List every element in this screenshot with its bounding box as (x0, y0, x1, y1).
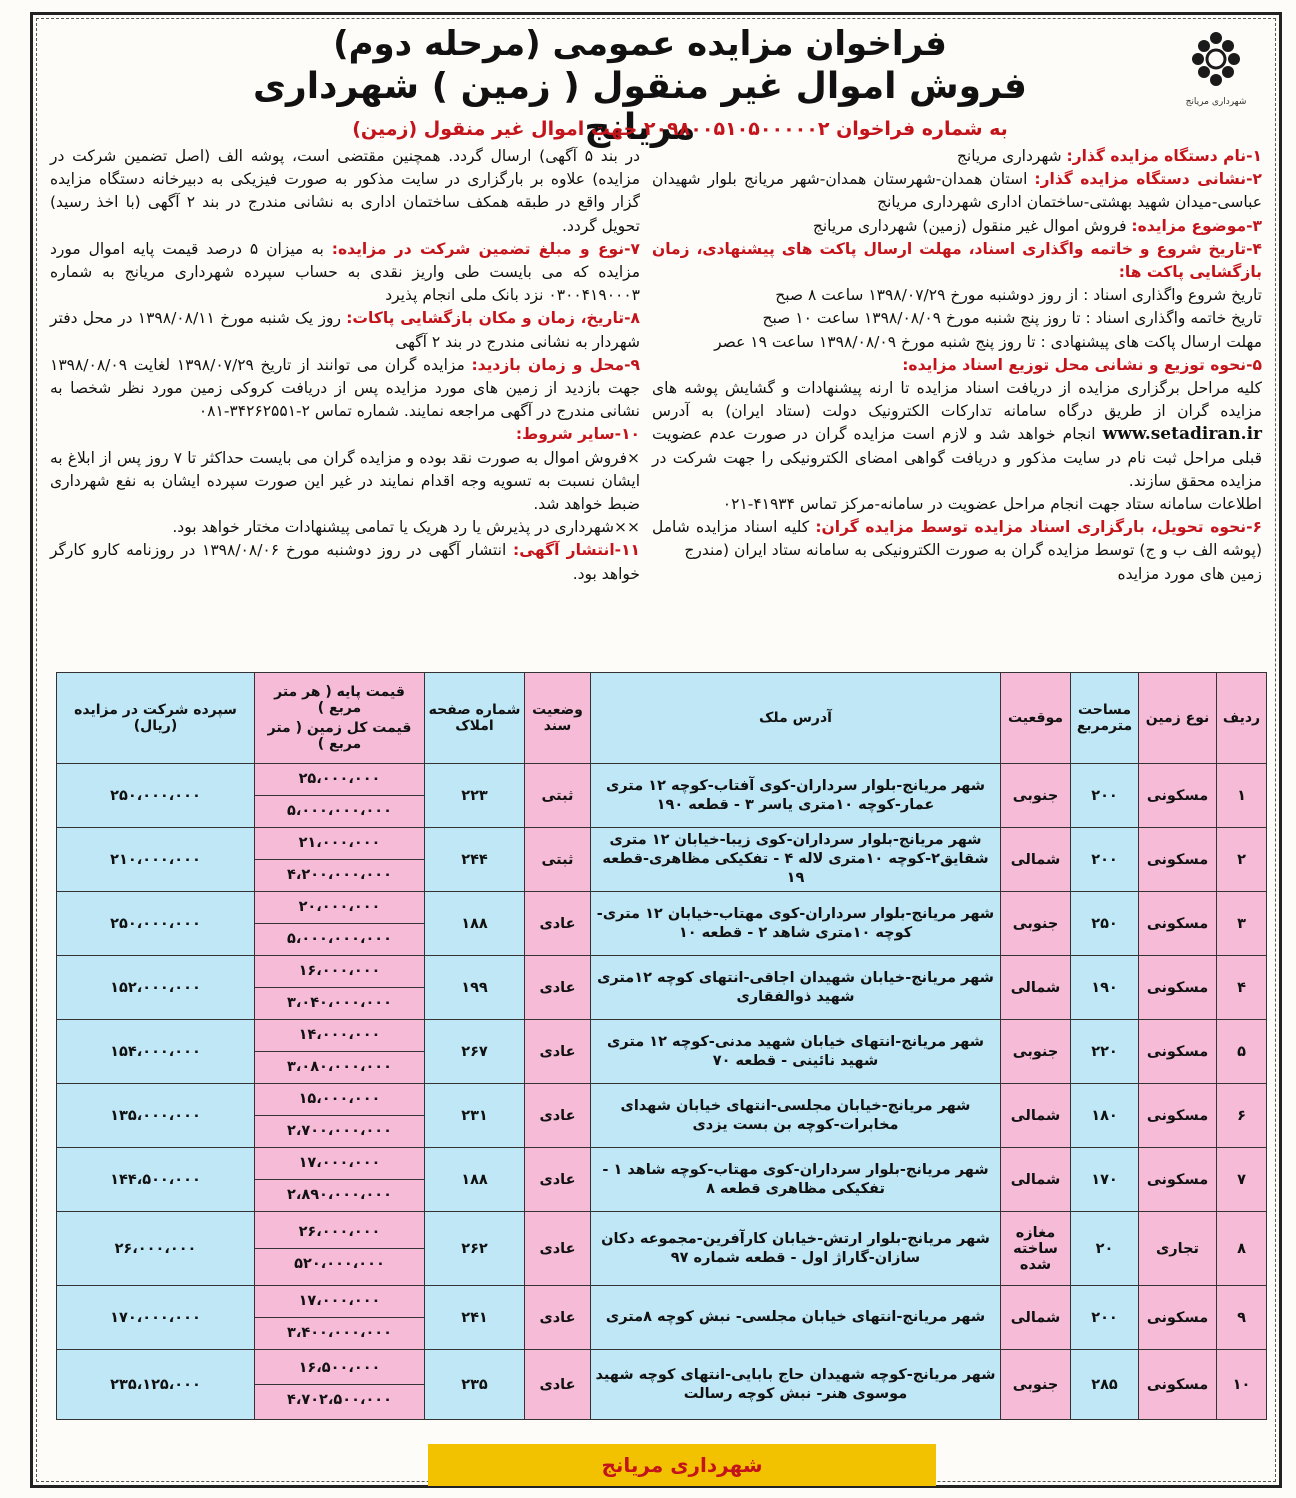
setadiran-link[interactable]: www.setadiran.ir (1102, 424, 1262, 445)
cell-position: جنوبی (1001, 1350, 1071, 1420)
cell-price (255, 1020, 425, 1084)
cell-price (255, 1350, 425, 1420)
table-row (57, 828, 1267, 892)
cell-row-number: ۳ (1217, 892, 1267, 956)
cell-position: جنوبی (1001, 892, 1071, 956)
cell-address: شهر مریانج-بلوار سرداران-کوی مهتاب-کوچه شاهد ۱ - تفکیکی مظاهری قطعه ۸ (591, 1148, 1001, 1212)
cell-land-type: مسکونی (1139, 1084, 1217, 1148)
cell-document: عادی (525, 1020, 591, 1084)
section-2: ۲-نشانی دستگاه مزایده گذار: استان همدان-شهرستان همدان-شهر مریانج بلوار شهیدان عباسی-میدان شهید بهشتی-ساختمان اداری شهرداری مریانج (652, 170, 1263, 212)
municipality-logo (1176, 28, 1256, 118)
cell-area: ۲۰۰ (1071, 828, 1139, 892)
header-position: موقعیت (1001, 673, 1071, 764)
table-row (57, 1020, 1267, 1084)
cell-deposit: ۲۱۰،۰۰۰،۰۰۰ (57, 828, 255, 892)
total-price: ۳،۰۴۰،۰۰۰،۰۰۰ (286, 995, 393, 1011)
cell-area: ۲۰۰ (1071, 764, 1139, 828)
unit-price: ۱۶،۵۰۰،۰۰۰ (255, 1353, 424, 1385)
cell-address: شهر مریانج-بلوار سرداران-کوی آفتاب-کوچه ۱۲ متری عمار-کوچه ۱۰متری یاسر ۳ - قطعه ۱۹۰ (591, 764, 1001, 828)
section-3: ۳-موضوع مزایده: فروش اموال غیر منقول (زمین) شهرداری مریانج (812, 216, 1262, 235)
cell-position: شمالی (1001, 956, 1071, 1020)
cell-page: ۲۳۱ (425, 1084, 525, 1148)
cell-land-type: مسکونی (1139, 1286, 1217, 1350)
section-10-item-1: ×فروش اموال به صورت نقد بوده و مزایده گران می بایست حداکثر تا ۷ روز پس از ابلاغ به ایشان نسبت به تسویه وجه اقدام نمایند در غیر این صورت سپرده ایشان به نفع شهرداری ضبط خواهد شد. (50, 448, 640, 514)
cell-deposit: ۲۳۵،۱۲۵،۰۰۰ (57, 1350, 255, 1420)
cell-land-type: مسکونی (1139, 1020, 1217, 1084)
unit-price: ۱۷،۰۰۰،۰۰۰ (255, 1286, 424, 1318)
cell-document: ثبتی (525, 764, 591, 828)
cell-address: شهر مریانج-انتهای خیابان مجلسی- نبش کوچه ۸متری (591, 1286, 1001, 1350)
cell-page: ۱۸۸ (425, 892, 525, 956)
footer-banner: شهرداری مریانج (428, 1444, 936, 1486)
cell-deposit: ۱۵۴،۰۰۰،۰۰۰ (57, 1020, 255, 1084)
header-price: قیمت پایه ( هر متر مربع ) قیمت کل زمین ( متر مربع ) (255, 673, 425, 764)
header-area: مساحت مترمربع (1071, 673, 1139, 764)
cell-page: ۱۸۸ (425, 1148, 525, 1212)
total-price: ۴،۷۰۲،۵۰۰،۰۰۰ (286, 1392, 393, 1408)
total-price: ۴،۲۰۰،۰۰۰،۰۰۰ (286, 867, 393, 883)
header-page: شماره صفحه املاک (425, 673, 525, 764)
cell-deposit: ۱۵۲،۰۰۰،۰۰۰ (57, 956, 255, 1020)
ad-title: فراخوان مزایده عمومی (مرحله دوم) (333, 24, 947, 64)
unit-price: ۱۴،۰۰۰،۰۰۰ (255, 1020, 424, 1052)
logo-text: شهرداری مریانج (1185, 97, 1247, 107)
cell-position: جنوبی (1001, 764, 1071, 828)
cell-area: ۲۰۰ (1071, 1286, 1139, 1350)
cell-document: عادی (525, 1212, 591, 1286)
total-price: ۵،۰۰۰،۰۰۰،۰۰۰ (286, 931, 393, 947)
cell-row-number: ۸ (1217, 1212, 1267, 1286)
cell-row-number: ۹ (1217, 1286, 1267, 1350)
section-8: ۸-تاریخ، زمان و مکان بازگشایی پاکات: روز یک شنبه مورخ ۱۳۹۸/۰۸/۱۱ در محل دفتر شهردار به نشانی مندرج در بند ۲ آگهی (50, 309, 640, 351)
table-row (57, 1148, 1267, 1212)
cell-land-type: تجاری (1139, 1212, 1217, 1286)
table-row (57, 1350, 1267, 1420)
cell-address: شهر مریانج-خیابان مجلسی-انتهای خیابان شهدای مخابرات-کوچه بن بست یزدی (591, 1084, 1001, 1148)
header-land-type: نوع زمین (1139, 673, 1217, 764)
cell-document: عادی (525, 1350, 591, 1420)
cell-page: ۲۶۲ (425, 1212, 525, 1286)
section-6: ۶-نحوه تحویل، بارگزاری اسناد مزایده توسط مزایده گران: کلیه اسناد مزایده شامل (پوشه الف ب و ج) توسط مزایده گران به صورت الکترونیکی به سامانه ستاد ایران (مندرج (652, 518, 1262, 560)
left-column (50, 145, 640, 586)
land-table (56, 672, 1267, 1420)
cell-area: ۱۷۰ (1071, 1148, 1139, 1212)
cell-document: عادی (525, 1148, 591, 1212)
cell-deposit: ۱۷۰،۰۰۰،۰۰۰ (57, 1286, 255, 1350)
cell-price (255, 764, 425, 828)
header-address: آدرس ملک (591, 673, 1001, 764)
unit-price: ۲۱،۰۰۰،۰۰۰ (255, 828, 424, 860)
cell-row-number: ۱۰ (1217, 1350, 1267, 1420)
total-price: ۵۲۰،۰۰۰،۰۰۰ (294, 1256, 385, 1272)
table-row (57, 1286, 1267, 1350)
cell-row-number: ۷ (1217, 1148, 1267, 1212)
cell-row-number: ۶ (1217, 1084, 1267, 1148)
table-caption: زمین های مورد مزایده (1117, 564, 1262, 583)
total-price: ۵،۰۰۰،۰۰۰،۰۰۰ (286, 803, 393, 819)
right-column (652, 145, 1262, 586)
cell-land-type: مسکونی (1139, 956, 1217, 1020)
header-deposit: سپرده شرکت در مزایده (ریال) (57, 673, 255, 764)
cell-document: عادی (525, 1084, 591, 1148)
cell-price (255, 1286, 425, 1350)
cell-document: عادی (525, 1286, 591, 1350)
cell-position: شمالی (1001, 828, 1071, 892)
cell-document: عادی (525, 956, 591, 1020)
cell-position: شمالی (1001, 1084, 1071, 1148)
cell-deposit: ۲۵۰،۰۰۰،۰۰۰ (57, 892, 255, 956)
cell-area: ۲۸۵ (1071, 1350, 1139, 1420)
cell-page: ۱۹۹ (425, 956, 525, 1020)
logo-emblem-icon (1184, 28, 1248, 92)
total-price: ۲،۷۰۰،۰۰۰،۰۰۰ (286, 1123, 393, 1139)
cell-price (255, 1212, 425, 1286)
unit-price: ۲۶،۰۰۰،۰۰۰ (255, 1217, 424, 1249)
section-4: ۴-تاریخ شروع و خاتمه واگذاری اسناد، مهلت ارسال پاکت های پیشنهادی، زمان بازگشایی پاکت ها: (652, 239, 1262, 282)
cell-area: ۲۲۰ (1071, 1020, 1139, 1084)
cell-page: ۲۳۵ (425, 1350, 525, 1420)
total-price: ۳،۰۸۰،۰۰۰،۰۰۰ (286, 1059, 393, 1075)
section-10: ۱۰-سایر شروط: (515, 425, 640, 444)
cell-page: ۲۴۱ (425, 1286, 525, 1350)
section-1: ۱-نام دستگاه مزایده گذار: شهرداری مریانج (956, 147, 1262, 165)
cell-deposit: ۲۶،۰۰۰،۰۰۰ (57, 1212, 255, 1286)
cell-land-type: مسکونی (1139, 892, 1217, 956)
cell-price (255, 828, 425, 892)
cell-deposit: ۱۳۵،۰۰۰،۰۰۰ (57, 1084, 255, 1148)
cell-row-number: ۲ (1217, 828, 1267, 892)
cell-area: ۲۰ (1071, 1212, 1139, 1286)
cell-price (255, 1084, 425, 1148)
section-5-text: کلیه مراحل برگزاری مزایده از دریافت اسناد مزایده تا ارنه پیشنهادات و گشایش پوشه های مزایده گران از طریق درگاه سامانه تدارکات الکترونیک دولت (ستاد ایران) به آدرس www.setadiran.ir انجام خواهد شد و لازم است مزایده گران در صورت عدم عضویت قبلی مراحل ثبت نام در سایت مذکور و دریافت گواهی امضای الکترونیکی را جهت شرکت در مزایده محقق سازند. (652, 379, 1262, 490)
section-4-line-2: تاریخ خاتمه واگذاری اسناد : تا روز پنج شنبه مورخ ۱۳۹۸/۰۸/۰۹ ساعت ۱۰ صبح (762, 309, 1262, 328)
unit-price: ۲۵،۰۰۰،۰۰۰ (255, 764, 424, 796)
cell-document: ثبتی (525, 828, 591, 892)
cell-deposit: ۲۵۰،۰۰۰،۰۰۰ (57, 764, 255, 828)
table-row (57, 1084, 1267, 1148)
cell-deposit: ۱۴۴،۵۰۰،۰۰۰ (57, 1148, 255, 1212)
section-9: ۹-محل و زمان بازدید: مزایده گران می توانند از تاریخ ۱۳۹۸/۰۷/۲۹ لغایت ۱۳۹۸/۰۸/۰۹ جهت بازدید از زمین های مورد مزایده پس از دریافت کروکی زمین مورد نظر شخصا به نشانی مندرج در آگهی مراجعه نمایند. شماره تماس ۲-۳۴۲۶۲۵۵۱-۰۸۱ (50, 355, 641, 421)
cell-land-type: مسکونی (1139, 1148, 1217, 1212)
cell-position: شمالی (1001, 1286, 1071, 1350)
unit-price: ۱۵،۰۰۰،۰۰۰ (255, 1084, 424, 1116)
cell-area: ۲۵۰ (1071, 892, 1139, 956)
cell-price (255, 956, 425, 1020)
cell-page: ۲۶۷ (425, 1020, 525, 1084)
cell-row-number: ۴ (1217, 956, 1267, 1020)
ad-title-secondary: فروش اموال غیر منقول ( زمین ) شهرداری مریانج (252, 66, 1028, 148)
section-4-line-3: مهلت ارسال پاکت های پیشنهادی : تا روز پنج شنبه مورخ ۱۳۹۸/۰۸/۰۹ ساعت ۱۹ عصر (714, 332, 1262, 351)
cell-page: ۲۴۴ (425, 828, 525, 892)
cell-position: جنوبی (1001, 1020, 1071, 1084)
total-price: ۳،۴۰۰،۰۰۰،۰۰۰ (286, 1325, 393, 1341)
cell-row-number: ۵ (1217, 1020, 1267, 1084)
section-10-item-2: ××شهرداری در پذیرش یا رد هریک یا تمامی پیشنهادات مختار خواهد بود. (172, 518, 640, 537)
cell-document: عادی (525, 892, 591, 956)
cell-page: ۲۲۳ (425, 764, 525, 828)
unit-price: ۲۰،۰۰۰،۰۰۰ (255, 892, 424, 924)
section-5: ۵-نحوه توزیع و نشانی محل توزیع اسناد مزایده: (902, 355, 1262, 374)
section-7: ۷-نوع و مبلغ تضمین شرکت در مزایده: به میزان ۵ درصد قیمت پایه اموال مورد مزایده که می بایست طی واریز نقدی به حساب سپرده شهرداری مریانج به شماره ۰۳۰۰۴۱۹۰۰۰۳ نزد بانک ملی انجام پذیرد (50, 239, 641, 305)
cell-position: مغازه ساخته شده (1001, 1212, 1071, 1286)
section-5-contact: اطلاعات سامانه ستاد جهت انجام مراحل عضویت در سامانه-مرکز تماس ۴۱۹۳۴-۰۲۱ (722, 495, 1262, 514)
section-4-line-1: تاریخ شروع واگذاری اسناد : از روز دوشنبه مورخ ۱۳۹۸/۰۷/۲۹ ساعت ۸ صبح (775, 286, 1262, 305)
cell-area: ۱۸۰ (1071, 1084, 1139, 1148)
cell-land-type: مسکونی (1139, 1350, 1217, 1420)
cell-land-type: مسکونی (1139, 764, 1217, 828)
cell-address: شهر مریانج-کوچه شهیدان حاج بابایی-انتهای کوچه شهید موسوی هنر- نبش کوچه رسالت (591, 1350, 1001, 1420)
cell-price (255, 892, 425, 956)
cell-position: شمالی (1001, 1148, 1071, 1212)
header-row-number: ردیف (1217, 673, 1267, 764)
table-row (57, 764, 1267, 828)
cell-price (255, 1148, 425, 1212)
unit-price: ۱۷،۰۰۰،۰۰۰ (255, 1148, 424, 1180)
header-document: وضعیت سند (525, 673, 591, 764)
section-6-continued: در بند ۵ آگهی) ارسال گردد. همچنین مقتضی است، پوشه الف (اصل تضمین شرکت در مزایده) علاوه بر بارگزاری در سایت مذکور به صورت فیزیکی به دبیرخانه دستگاه مزایده گزار واقع در طبقه همکف ساختمان اداری به نشانی مندرج در بند ۲ آگهی (با اخذ رسید) تحویل گردد. (50, 147, 640, 235)
table-row (57, 1212, 1267, 1286)
table-row (57, 892, 1267, 956)
table-row (57, 956, 1267, 1020)
total-price: ۲،۸۹۰،۰۰۰،۰۰۰ (286, 1187, 393, 1203)
cell-area: ۱۹۰ (1071, 956, 1139, 1020)
cell-address: شهر مریانج-بلوار سرداران-کوی مهتاب-خیابان ۱۲ متری-کوچه ۱۰متری شاهد ۲ - قطعه ۱۰ (591, 892, 1001, 956)
cell-row-number: ۱ (1217, 764, 1267, 828)
cell-address: شهر مریانج-بلوار ارتش-خیابان کارآفرین-مجموعه دکان سازان-گاراژ اول - قطعه شماره ۹۷ (591, 1212, 1001, 1286)
cell-address: شهر مریانج-انتهای خیابان شهید مدنی-کوچه ۱۲ متری شهید نائینی - قطعه ۷۰ (591, 1020, 1001, 1084)
cell-land-type: مسکونی (1139, 828, 1217, 892)
cell-address: شهر مریانج-خیابان شهیدان اجاقی-انتهای کوچه ۱۲متری شهید ذوالفقاری (591, 956, 1001, 1020)
unit-price: ۱۶،۰۰۰،۰۰۰ (255, 956, 424, 988)
section-11: ۱۱-انتشار آگهی: انتشار آگهی در روز دوشنبه مورخ ۱۳۹۸/۰۸/۰۶ در روزنامه کارو کارگر خواهد بود. (50, 541, 640, 583)
call-number: به شماره فراخوان ۲۰۹۸۰۰۵۱۰۵۰۰۰۰۰۲ جهت اموال غیر منقول (زمین) (352, 118, 1008, 140)
cell-address: شهر مریانج-بلوار سرداران-کوی زیبا-خیابان ۱۲ متری شقایق۲-کوچه ۱۰متری لاله ۴ - تفکیکی مظاهری-قطعه ۱۹ (591, 828, 1001, 892)
